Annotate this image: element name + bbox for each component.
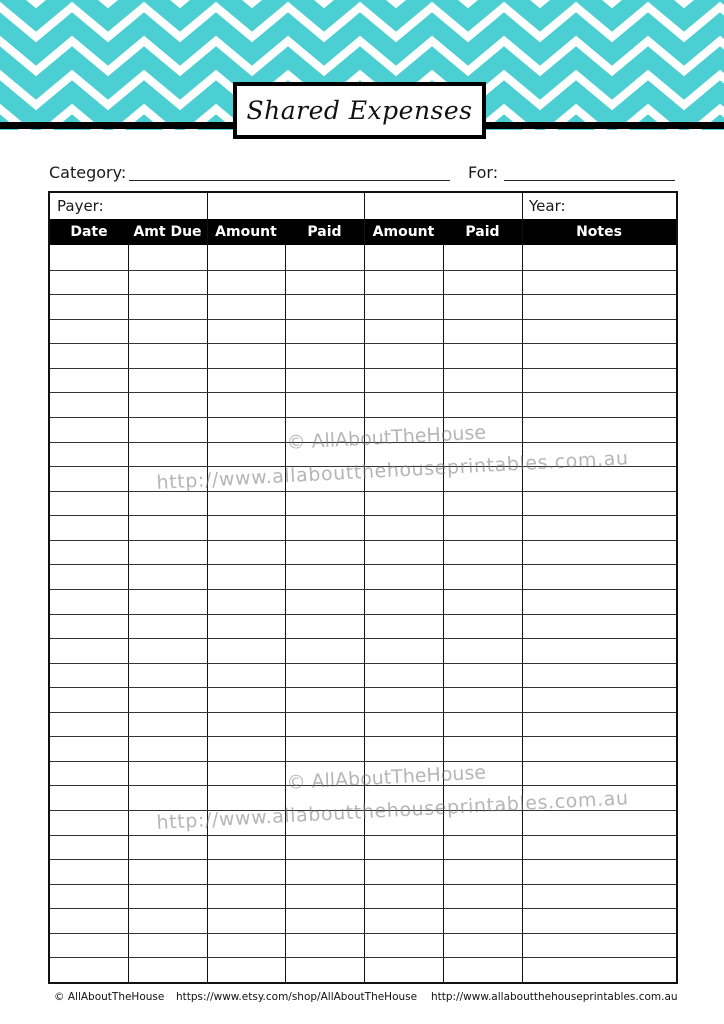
table-row-line: [50, 270, 676, 271]
table-row-line: [50, 442, 676, 443]
title-box: [233, 82, 486, 139]
table-row-line: [50, 736, 676, 737]
table-row-line: [50, 933, 676, 934]
category-label: Category:: [49, 163, 127, 182]
table-row-line: [50, 957, 676, 958]
col-paid-1: Paid: [307, 224, 342, 240]
table-row-line: [50, 343, 676, 344]
col-paid-2: Paid: [465, 224, 500, 240]
table-row-line: [50, 589, 676, 590]
category-field[interactable]: [129, 180, 450, 181]
footer-website-link[interactable]: http://www.allaboutthehouseprintables.com.au: [431, 991, 678, 1003]
col-notes: Notes: [576, 224, 622, 240]
footer-etsy-link[interactable]: https://www.etsy.com/shop/AllAboutTheHouse: [176, 991, 418, 1003]
table-row-line: [50, 908, 676, 909]
table-row-line: [50, 835, 676, 836]
footer: [0, 989, 724, 1009]
column-divider: [207, 193, 208, 982]
table-row-line: [50, 392, 676, 393]
watermark-url-1: http://www.allaboutthehouseprintables.com.au: [156, 447, 630, 494]
col-amt-due: Amt Due: [133, 224, 202, 240]
table-row-line: [50, 712, 676, 713]
table-row-line: [50, 564, 676, 565]
page-title: Shared Expenses: [246, 96, 473, 125]
year-label: Year:: [529, 197, 566, 215]
watermark-copyright-2: © AllAboutTheHouse: [286, 761, 487, 794]
col-date: Date: [70, 224, 108, 240]
table-row-line: [50, 810, 676, 811]
expense-table: [48, 191, 678, 984]
column-divider: [522, 193, 523, 982]
table-row-line: [50, 884, 676, 885]
column-header-bar: [50, 219, 676, 245]
col-amount-1: Amount: [215, 224, 277, 240]
table-row-line: [50, 319, 676, 320]
for-label: For:: [468, 163, 499, 182]
payer-label: Payer:: [57, 197, 104, 215]
table-row-line: [50, 466, 676, 467]
col-amount-2: Amount: [372, 224, 435, 240]
table-row-line: [50, 294, 676, 295]
year-cell[interactable]: [522, 193, 676, 219]
watermark-url-2: http://www.allaboutthehouseprintables.com.au: [156, 787, 630, 834]
table-row-line: [50, 761, 676, 762]
table-row-line: [50, 491, 676, 492]
field-row: [49, 160, 676, 186]
for-field[interactable]: [504, 180, 675, 181]
table-row-line: [50, 785, 676, 786]
table-row-line: [50, 687, 676, 688]
table-row-line: [50, 368, 676, 369]
table-row-line: [50, 515, 676, 516]
column-divider: [364, 193, 365, 982]
payer-cell[interactable]: [50, 193, 207, 219]
table-row-line: [50, 859, 676, 860]
table-row-line: [50, 417, 676, 418]
watermark-copyright-1: © AllAboutTheHouse: [286, 421, 487, 454]
table-row-line: [50, 540, 676, 541]
footer-copyright: © AllAboutTheHouse: [54, 991, 165, 1003]
table-row-line: [50, 663, 676, 664]
table-row-line: [50, 638, 676, 639]
table-row-line: [50, 614, 676, 615]
